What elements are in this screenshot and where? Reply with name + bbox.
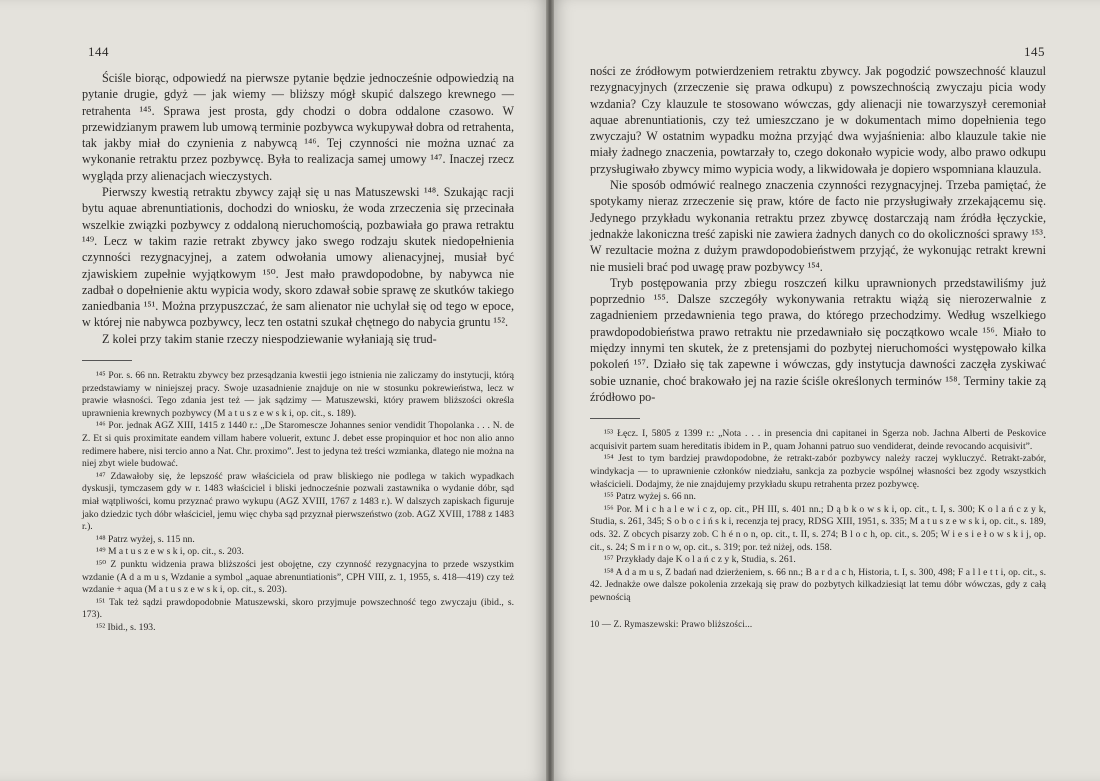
footnote-separator xyxy=(590,418,640,419)
footnote-separator xyxy=(82,360,132,361)
body-text xyxy=(590,63,1046,405)
paragraph: ności ze źródłowym potwierdzeniem retraktu zbywcy. Jak pogodzić powszechność klauzul rezygnacyjnych (zrzeczenie się prawa odkupu) z powszechnością zwyczaju picia wody wzdania? Czy klauzule te stosowano wówczas, gdy alienacji nie towarzyszył ceremoniał aquae abrenuntiationis, czy też umieszczano je w dokumentach mimo dopełnienia tego zwyczaju? W ostatnim wypadku można przyjąć dwa wyjaśnienia: albo klauzule takie nie miały żadnego znaczenia, powtarzały to, czego dokonało wypicie wody, albo prawo odkupu przysługiwało zbywcy mimo wypicia wody, a likwidowała je dopiero wspomniana klauzula. xyxy=(590,64,1046,176)
footnote: ¹⁵⁷ Przykłady daje K o l a ń c z y k, Studia, s. 261. xyxy=(604,554,796,566)
body-text xyxy=(82,70,514,347)
footnotes xyxy=(82,370,514,634)
footnotes xyxy=(590,428,1046,604)
footnote: ¹⁵⁴ Jest to tym bardziej prawdopodobne, że retrakt-zabór pozbywcy należy raczej wykluczyć. Retrakt-zabór, windykacja — to uprawnienie członków niedziału, sankcja za pozbycie wspólnej własności bez zgody wszystkich właścicieli. Dodajmy, że nie znajdujemy przykładu skupu retrahenta przez pozbywcę. xyxy=(590,453,1046,490)
book-gutter xyxy=(546,0,554,781)
left-text-block xyxy=(82,70,514,635)
footnote: ¹⁴⁶ Por. jednak AGZ XIII, 1415 z 1440 r.: „De Staromescze Johannes senior vendidit Thopolanka . . . N. de Z. Et si quis proximitate eandem villam habere voluerit, extunc J. debet esse propinquior et hoc non alio anno redimere habere, nisi tercio anno a Nat. Chr. proximo”. Jest to jedyna też treści wzmianka, dlatego nie można na niej zbyt wiele budować. xyxy=(82,420,514,470)
footnote: ¹⁵⁸ A d a m u s, Z badań nad dzierżeniem, s. 66 nn.; B a r d a c h, Historia, t. I, s. 300, 498; F a l l e t t i, op. cit., s. 42. Jednakże owe dalsze pokolenia zrzekają się praw do pozbytych kilkadziesiąt lat temu dóbr wówczas, gdy z całą pewnością xyxy=(590,566,1046,603)
footnote: ¹⁵⁰ Z punktu widzenia prawa bliższości jest obojętne, czy czynność rezygnacyjna to przede wszystkim wzdanie (A d a m u s, Wzdanie a symbol „aquae abrenuntiationis”, CPH VIII, z. 1, 1955, s. 418—419) czy też wzdanie + aqua (M a t u s z e w s k i, op. cit., s. 203). xyxy=(82,558,514,596)
paragraph: Pierwszy kwestią retraktu zbywcy zajął się u nas Matuszewski ¹⁴⁸. Szukając racji bytu aquae abrenuntiationis, dochodzi do wniosku, że woda zrzeczenia się przecinała wszelkie związki pozbywcy z oddaloną nieruchomością, pozbawiała go prawa retraktu ¹⁴⁹. Lecz w takim razie retrakt zbywcy jako swego rodzaju skutek niedopełnienia czynności rezygnacyjnej, a zatem odwołania umowy alienacyjnej, musiał być zjawiskiem zupełnie wyjątkowym ¹⁵⁰. Jest mało prawdopodobne, by nabywca nie zadbał o dopełnienie aktu wypicia wody, skoro zdawał sobie sprawę ze skutków takiego zaniedbania ¹⁵¹. Można przypuszczać, że sam alienator nie uchylał się od tego w epoce, w której nie nabywca pozbywcy, lecz ten ostatni szukał chętnego do nabycia gruntu ¹⁵². xyxy=(82,185,514,330)
footnote: ¹⁴⁵ Por. s. 66 nn. Retraktu zbywcy bez przesądzania kwestii jego istnienia nie zaliczamy do instytucji, którą przedstawiamy w niniejszej pracy. Swoje uzasadnienie znajduje on nie w stosunku pokrewieństwa, lecz w prawie własności. Tego zdania jest też — jak sądzimy — Matuszewski, który prawem bliższości określa uprawnienia krewnych pozbywcy (M a t u s z e w s k i, op. cit., s. 189). xyxy=(82,370,514,419)
page-number: 145 xyxy=(1024,44,1045,59)
footnote: ¹⁵³ Łęcz. I, 5805 z 1399 r.: „Nota . . . in presencia dni capitanei in Sgerza nob. Jachna Alberti de Peskovice acquisivit partem suam hereditatis ibidem in P., quam Johanni patruo suo vendiderat, deinde revocando acquisivit”. xyxy=(590,428,1046,452)
paragraph: Z kolei przy takim stanie rzeczy niespodziewanie wyłaniają się trud- xyxy=(102,331,437,346)
footnote: ¹⁴⁹ M a t u s z e w s k i, op. cit., s. 203. xyxy=(96,546,244,558)
footnote: ¹⁵² Ibid., s. 193. xyxy=(96,621,156,633)
paragraph: Ściśle biorąc, odpowiedź na pierwsze pytanie będzie jednocześnie odpowiedzią na pytanie drugie, gdyż — jak wiemy — bliższy mógł skupić dalszego krewnego — retrahenta ¹⁴⁵. Sprawa jest prosta, gdy chodzi o dobra oddalone czasowo. W przewidzianym prawem lub umową terminie pozbywca wykupywał dobra od retrahenta, tak jakby miał do czynienia z nabywcą ¹⁴⁶. Tej czynności nie można uznać za wykonanie retraktu przez pozbywcę. Była to realizacja samej umowy ¹⁴⁷. Inaczej rzecz wygląda przy alienacjach wieczystych. xyxy=(82,71,514,183)
right-page xyxy=(550,0,1100,781)
right-text-block xyxy=(590,63,1046,629)
paragraph: Nie sposób odmówić realnego znaczenia czynności rezygnacyjnej. Trzeba pamiętać, że spotykamy nieraz zrzeczenie się praw, które de facto nie przysługiwały zrzekającemu się. Jedynego przykładu wykonania retraktu przez zbywcę dostarczają nam źródła łęczyckie, jednakże lakoniczna treść zapiski nie zawiera żadnych danych co do okoliczności sprawy ¹⁵³. W rezultacie można z dużym prawdopodobieństwem przyjąć, że wykonując retrakt krewni nie musieli brać pod uwagę praw pozbywcy ¹⁵⁴. xyxy=(590,178,1046,274)
paragraph: Tryb postępowania przy zbiegu roszczeń kilku uprawnionych przedstawiliśmy już poprzednio ¹⁵⁵. Dalsze szczegóły wykonywania retraktu wiążą się nierozerwalnie z zagadnieniem przedawnienia tego prawa, do którego przechodzimy. Według wszelkiego prawdopodobieństwa prawo retraktu nie przedawniało się początkowo wcale ¹⁵⁶. Miało to między innymi ten skutek, że z pretensjami do pozbytej nieruchomości występowało kilka pokoleń ¹⁵⁷. Działo się tak zapewne i wówczas, gdy instytucja dawności zaczęła zyskiwać sobie uznanie, choć brakowało jej na razie ściśle określonych terminów ¹⁵⁸. Terminy takie zą źródłowo po- xyxy=(590,275,1046,404)
page-number: 144 xyxy=(88,44,109,59)
footnote: ¹⁵¹ Tak też sądzi prawdopodobnie Matuszewski, skoro przyjmuje powszechność tego zwyczaju (ibid., s. 173). xyxy=(82,596,514,621)
footnote: ¹⁴⁷ Zdawałoby się, że lepszość praw właściciela od praw bliskiego nie podlega w takich wypadkach dyskusji, tymczasem gdy w r. 1483 właściciel i bliski jednocześnie pozwali zastawnika o wydanie dóbr, sąd miał wątpliwości, komu przyznać prawo wykupu (AGZ XVIII, 1767 z 1483 r.). W dalszych zapiskach figuruje jako dziedzic tych dóbr właściciel, jemu więc chyba sąd przyznał pierwszeństwo (zob. AGZ XVIII, 1788 z 1483 r.). xyxy=(82,470,514,533)
footnote: ¹⁵⁶ Por. M i c h a l e w i c z, op. cit., PH III, s. 401 nn.; D ą b k o w s k i, op. cit., t. I, s. 300; K o l a ń c z y k, Studia, s. 261, 345; S o b o c i ń s k i, recenzja tej pracy, RDSG XIII, 1951, s. 335; M a t u s z e w s k i, op. cit., s. 189, ods. 32. Z obcych pisarzy zob. C h é n o n, op. cit., t. II, s. 274; B l o c h, op. cit., s. 205; W i e s i e ł o w s k i j, op. cit., s. 24; S m i r n o w, op. cit., s. 319; por. też niżej, ods. 158. xyxy=(590,503,1046,553)
printer-signature: 10 — Z. Rymaszewski: Prawo bliższości... xyxy=(590,618,753,629)
footnote: ¹⁴⁸ Patrz wyżej, s. 115 nn. xyxy=(96,533,195,545)
footnote: ¹⁵⁵ Patrz wyżej s. 66 nn. xyxy=(604,491,696,503)
